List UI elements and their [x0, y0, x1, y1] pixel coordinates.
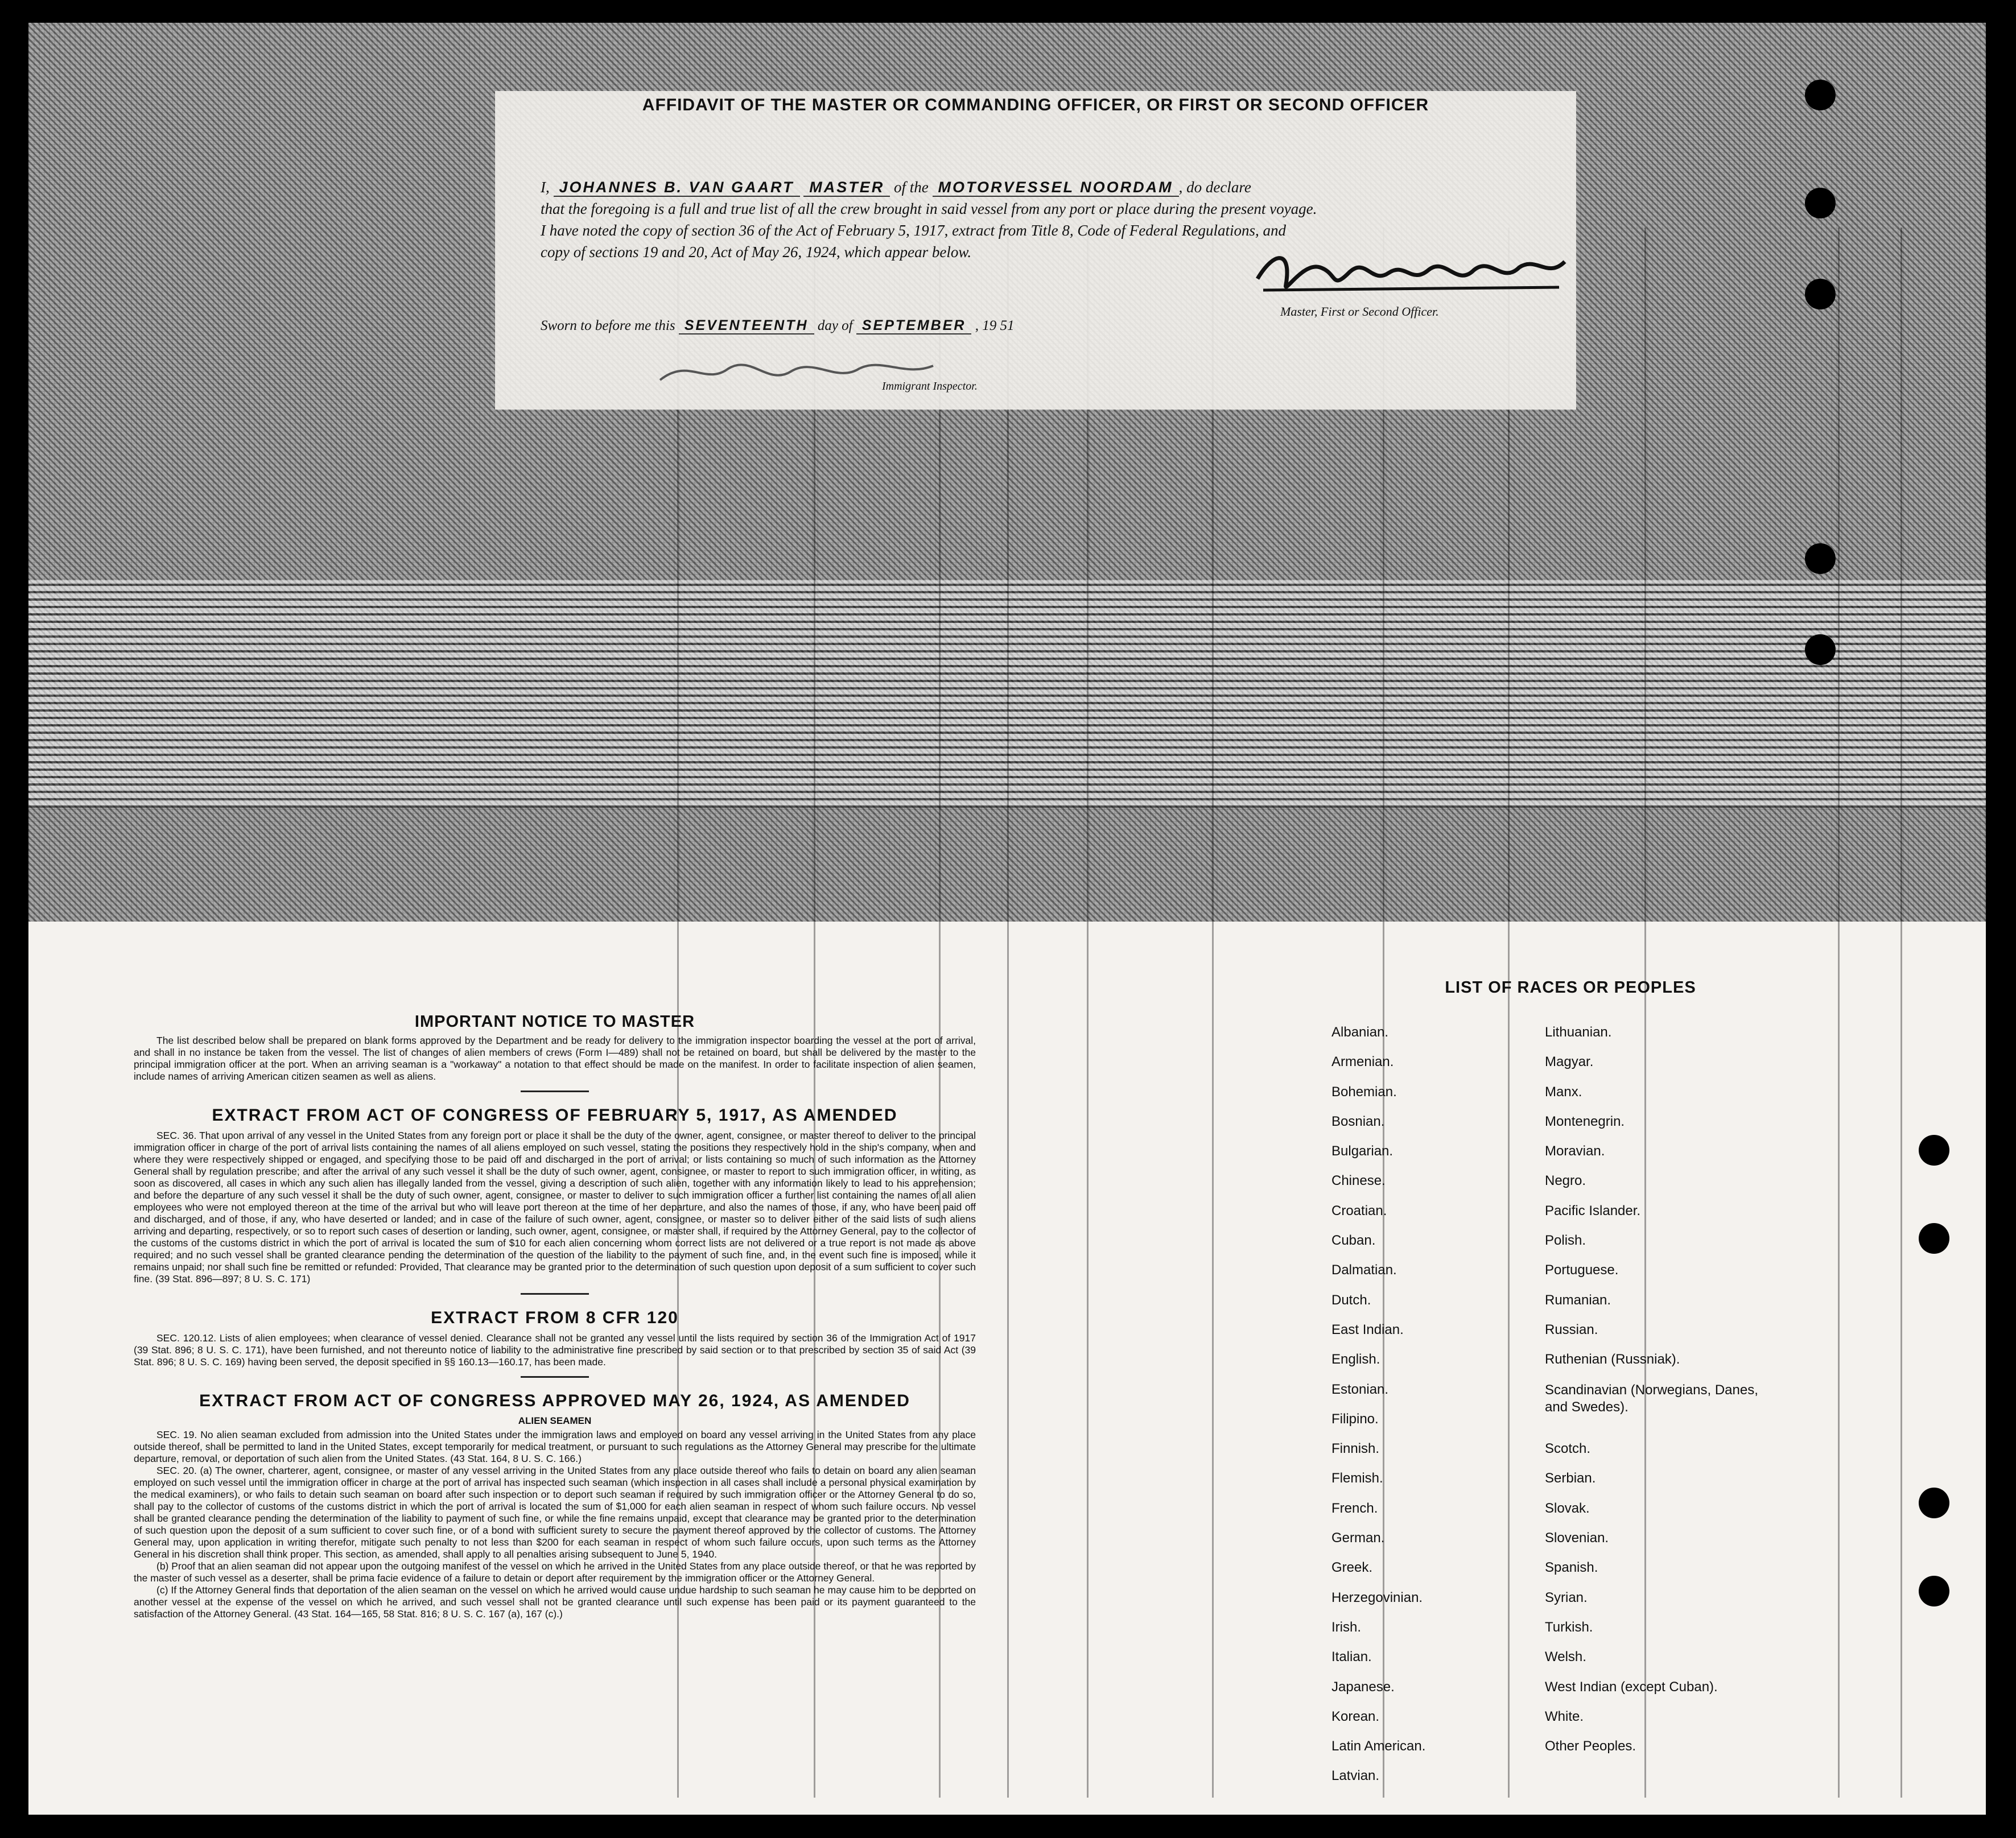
punch-hole — [1805, 80, 1836, 110]
sworn-month-field: SEPTEMBER — [856, 317, 972, 334]
race-item: Dalmatian. — [1331, 1262, 1397, 1278]
extract-1924-subtitle: ALIEN SEAMEN — [518, 1415, 592, 1426]
race-item: Irish. — [1331, 1619, 1362, 1635]
race-item: Manx. — [1545, 1084, 1582, 1100]
notice-column — [134, 1013, 976, 1620]
column-rule — [1087, 228, 1089, 1798]
master-name-field: JOHANNES B. VAN GAART — [554, 179, 800, 197]
punch-hole — [1805, 279, 1836, 309]
column-rule — [1900, 228, 1902, 1798]
race-item: Chinese. — [1331, 1173, 1386, 1189]
signature-label: Master, First or Second Officer. — [1280, 304, 1439, 319]
master-signature — [1252, 239, 1570, 307]
race-item: White. — [1545, 1708, 1584, 1724]
race-item: Albanian. — [1331, 1025, 1389, 1040]
affidavit-line-2: that the foregoing is a full and true list of all the crew brought in said vessel from any port or place during the present voyage. — [541, 200, 1317, 217]
race-item: Cuban. — [1331, 1233, 1376, 1249]
race-item: Dutch. — [1331, 1292, 1371, 1308]
race-item: French. — [1331, 1500, 1378, 1516]
punch-hole — [1919, 1223, 1949, 1254]
race-item: Slovenian. — [1545, 1530, 1609, 1546]
punch-hole — [1919, 1488, 1949, 1518]
affidavit-text: of the — [894, 179, 929, 196]
extract-1917-title: EXTRACT FROM ACT OF CONGRESS OF FEBRUARY 5, 1917, AS AMENDED — [212, 1106, 898, 1125]
master-rank-field: MASTER — [803, 179, 890, 197]
sworn-text: Sworn to before me this — [541, 318, 675, 333]
extract-1917-text: SEC. 36. That upon arrival of any vessel in the United States from any foreign port or place it shall be the duty of the owner, agent, consignee, or master thereof to deliver to the principal immigration officer in charge of the port of arrival lists containing the names of all aliens employed on such vessel, stating the positions they respectively hold in the ship's company, when and where they were respectively shipped or engaged, and specifying those to be paid off and discharged in the port of arrival; or lists containing so much of such information as the Attorney General shall by regulation prescribe; and after the arrival of any such vessel it shall be the duty of such owner, agent, consignee, or master to report to such immigration officer, in writing, as soon as discovered, all cases in which any such alien has illegally landed from the vessel, giving a description of such alien, together with any information likely to lead to his apprehension; and before the departure of any such vessel it shall be the duty of such owner, agent, consignee, or master to deliver to such immigration officer a further list containing the names of all alien employees who were not employed thereon at the time of the arrival but who will leave port thereon at the time of her departure, and also the names of those, if any, who have been paid off and discharged, and of those, if any, who have deserted or landed; and in case of the failure of such owner, agent, consignee, or master so to deliver either of the said lists of such aliens arriving and departing, respectively, or so to report such cases of desertion or landing, such owner, agent, consignee, or master shall, if required by the Attorney General, pay to the collector of the customs of the customs district in which the port of arrival is located the sum of $10 for each alien concerning whom correct lists are not delivered or a true report is not made as above required; and no such vessel shall be granted clearance pending the determination of the question of the liability to the payment of such fine, and, in the event such fine is imposed, while it remains unpaid; nor shall such fine be remitted or refunded: Provided, That clearance may be granted prior to the determination of such question upon deposit of a sum sufficient to cover such fine. (39 Stat. 896—897; 8 U. S. C. 171) — [134, 1130, 976, 1284]
divider — [521, 1091, 589, 1092]
sworn-text: day of — [817, 318, 853, 333]
race-item: Ruthenian (Russniak). — [1545, 1352, 1680, 1368]
race-item: Welsh. — [1545, 1649, 1586, 1665]
race-item: East Indian. — [1331, 1321, 1404, 1337]
race-item: Latin American. — [1331, 1738, 1426, 1754]
extract-cfr-title: EXTRACT FROM 8 CFR 120 — [431, 1308, 679, 1327]
extract-1924-paragraph: (b) Proof that an alien seaman did not appear upon the outgoing manifest of the vessel on which he arrived in the United States from any place outside thereof, or that he was reported by the master of such vessel as a deserter, shall be prima facie evidence of a failure to detain or deport after requirement by the immigration officer or the Attorney General. — [134, 1560, 976, 1584]
race-item: Scotch. — [1545, 1441, 1591, 1457]
race-item: Croatian. — [1331, 1203, 1387, 1219]
affidavit-text: , do declare — [1178, 179, 1251, 196]
race-item: Italian. — [1331, 1649, 1372, 1665]
extract-cfr-text: SEC. 120.12. Lists of alien employees; when clearance of vessel denied. Clearance shall not be granted any vessel until the lists required by section 36 of the Immigration Act of 1917 (39 Stat. 896; 8 U. S. C. 171), have been furnished, and not thereunto notice of liability to the administrative fine prescribed by said section or to that prescribed by section 35 of said Act (39 Stat. 896; 8 U. S. C. 169) having been served, the deposit specified in §§ 160.13—160.17, has been made. — [134, 1332, 976, 1368]
sworn-year: , 19 51 — [975, 318, 1015, 333]
notice-title: IMPORTANT NOTICE TO MASTER — [414, 1013, 695, 1031]
divider — [521, 1376, 589, 1378]
affidavit-line-4: copy of sections 19 and 20, Act of May 26, 1924, which appear below. — [541, 243, 972, 261]
divider — [521, 1293, 589, 1295]
race-item: Bosnian. — [1331, 1113, 1385, 1129]
race-item: Montenegrin. — [1545, 1113, 1625, 1129]
race-item: Korean. — [1331, 1708, 1380, 1724]
race-item: Estonian. — [1331, 1381, 1389, 1397]
race-item: Lithuanian. — [1545, 1025, 1612, 1040]
race-item: Scandinavian (Norwegians, Danes, and Swedes). — [1545, 1382, 1758, 1415]
race-item: Greek. — [1331, 1560, 1373, 1576]
punch-hole — [1919, 1576, 1949, 1606]
extract-1924-paragraph: SEC. 19. No alien seaman excluded from admission into the United States under the immigration laws and employed on board any vessel arriving in the United States from any place outside thereof, shall be permitted to land in the United States, except temporarily for medical treatment, or pursuant to such regulations as the Attorney General may prescribe for the ultimate departure, removal, or deportation of such alien from the United States. (43 Stat. 164, 8 U. S. C. 166.) — [134, 1429, 976, 1464]
race-item: Portuguese. — [1545, 1262, 1619, 1278]
extract-1924-paragraph: SEC. 20. (a) The owner, charterer, agent, consignee, or master of any vessel arriving in the United States from any place outside thereof who fails to detain on board any alien seaman employed on such vessel until the immigration officer in charge at the port of arrival has inspected such seaman (which inspection in all cases shall include a personal physical examination by the medical examiners), or who fails to detain such seaman on board after such inspection or to deport such seaman if required by such immigration officer or the Attorney General to do so, shall pay to the collector of customs of the customs district in which the port of arrival is located the sum of $1,000 for each alien seaman in respect of whom such failure occurs. No vessel shall be granted clearance pending the determination of the liability to payment of such fine, or while the fine remains unpaid, except that clearance may be granted prior to the determination of such question upon the deposit of a sum sufficient to cover such fine, or of a bond with sufficient surety to secure the payment thereof approved by the collector of customs. The Attorney General may, upon application in writing therefor, mitigate such penalty to not less than $200 for each seaman in respect of whom such failure occurs, upon such terms as the Attorney General in his discretion shall think proper. This section, as amended, shall apply to all penalties arising subsequent to June 5, 1940. — [134, 1465, 976, 1560]
race-item: Russian. — [1545, 1321, 1598, 1337]
race-item: Bohemian. — [1331, 1084, 1397, 1100]
race-item: Finnish. — [1331, 1441, 1380, 1457]
race-item: Spanish. — [1545, 1560, 1598, 1576]
punch-hole — [1805, 634, 1836, 665]
race-item: Other Peoples. — [1545, 1738, 1636, 1754]
race-item: Japanese. — [1331, 1679, 1395, 1695]
race-item: Polish. — [1545, 1233, 1586, 1249]
affidavit-line-1 — [541, 176, 1565, 198]
race-item: Slovak. — [1545, 1500, 1590, 1516]
race-item: Filipino. — [1331, 1411, 1379, 1427]
race-item: Turkish. — [1545, 1619, 1593, 1635]
extract-1924-paragraph: (c) If the Attorney General finds that deportation of the alien seaman on the vessel on which he arrived would cause undue hardship to such seaman he may cause him to be deported on another vessel at the expense of the vessel on which he arrived, and such vessel shall not be granted clearance until such expense has been paid or its payment guaranteed to the satisfaction of the Attorney General. (43 Stat. 164—165, 58 Stat. 816; 8 U. S. C. 167 (a), 167 (c).) — [134, 1584, 976, 1620]
race-item: West Indian (except Cuban). — [1545, 1679, 1718, 1695]
vessel-name-field: MOTORVESSEL NOORDAM — [933, 179, 1179, 197]
race-item: Serbian. — [1545, 1471, 1596, 1486]
race-item: Flemish. — [1331, 1471, 1383, 1486]
column-rule — [1212, 228, 1214, 1798]
races-list — [1314, 978, 1827, 1784]
punch-hole — [1805, 188, 1836, 218]
column-rule — [1007, 228, 1009, 1798]
punch-hole — [1919, 1135, 1949, 1166]
races-right-column — [1545, 1025, 1784, 1768]
race-item: Armenian. — [1331, 1054, 1394, 1070]
inspector-label: Immigrant Inspector. — [882, 380, 978, 393]
punch-hole — [1805, 543, 1836, 574]
affidavit-heading: AFFIDAVIT OF THE MASTER OR COMMANDING OFFICER, OR FIRST OR SECOND OFFICER — [642, 96, 1429, 114]
extract-1924-title: EXTRACT FROM ACT OF CONGRESS APPROVED MAY 26, 1924, AS AMENDED — [199, 1391, 910, 1410]
race-item: Rumanian. — [1545, 1292, 1611, 1308]
race-item: German. — [1331, 1530, 1385, 1546]
affidavit-text: I, — [541, 179, 550, 196]
manifest-sheet — [28, 23, 1986, 1815]
column-rule — [1838, 228, 1840, 1798]
sworn-day-field: SEVENTEENTH — [679, 317, 814, 334]
race-item: Herzegovinian. — [1331, 1589, 1423, 1605]
race-item: Bulgarian. — [1331, 1143, 1394, 1159]
race-item: English. — [1331, 1352, 1380, 1368]
races-left-column — [1331, 1025, 1425, 1798]
races-title: LIST OF RACES OR PEOPLES — [1445, 978, 1696, 997]
notice-text: The list described below shall be prepared on blank forms approved by the Department and be ready for delivery to the immigration inspector boarding the vessel at the port of arrival, and shall in no instance be taken from the vessel. The list of changes of alien members of crews (Form I—489) shall not be retained on board, but shall be delivered by the master to the principal immigration officer at the port. When an arriving seaman is a "workaway" a notation to that effect should be made on the manifest. In order to facilitate inspection of alien seamen, include names of arriving American citizen seamen as well as aliens. — [134, 1035, 976, 1082]
race-item: Latvian. — [1331, 1768, 1380, 1784]
affidavit-line-3: I have noted the copy of section 36 of the Act of February 5, 1917, extract from Title 8, Code of Federal Regulations, and — [541, 222, 1287, 239]
race-item: Syrian. — [1545, 1589, 1588, 1605]
race-item: Negro. — [1545, 1173, 1586, 1189]
race-item: Moravian. — [1545, 1143, 1605, 1159]
race-item: Magyar. — [1545, 1054, 1594, 1070]
sworn-line — [541, 317, 1014, 334]
race-item: Pacific Islander. — [1545, 1203, 1641, 1219]
